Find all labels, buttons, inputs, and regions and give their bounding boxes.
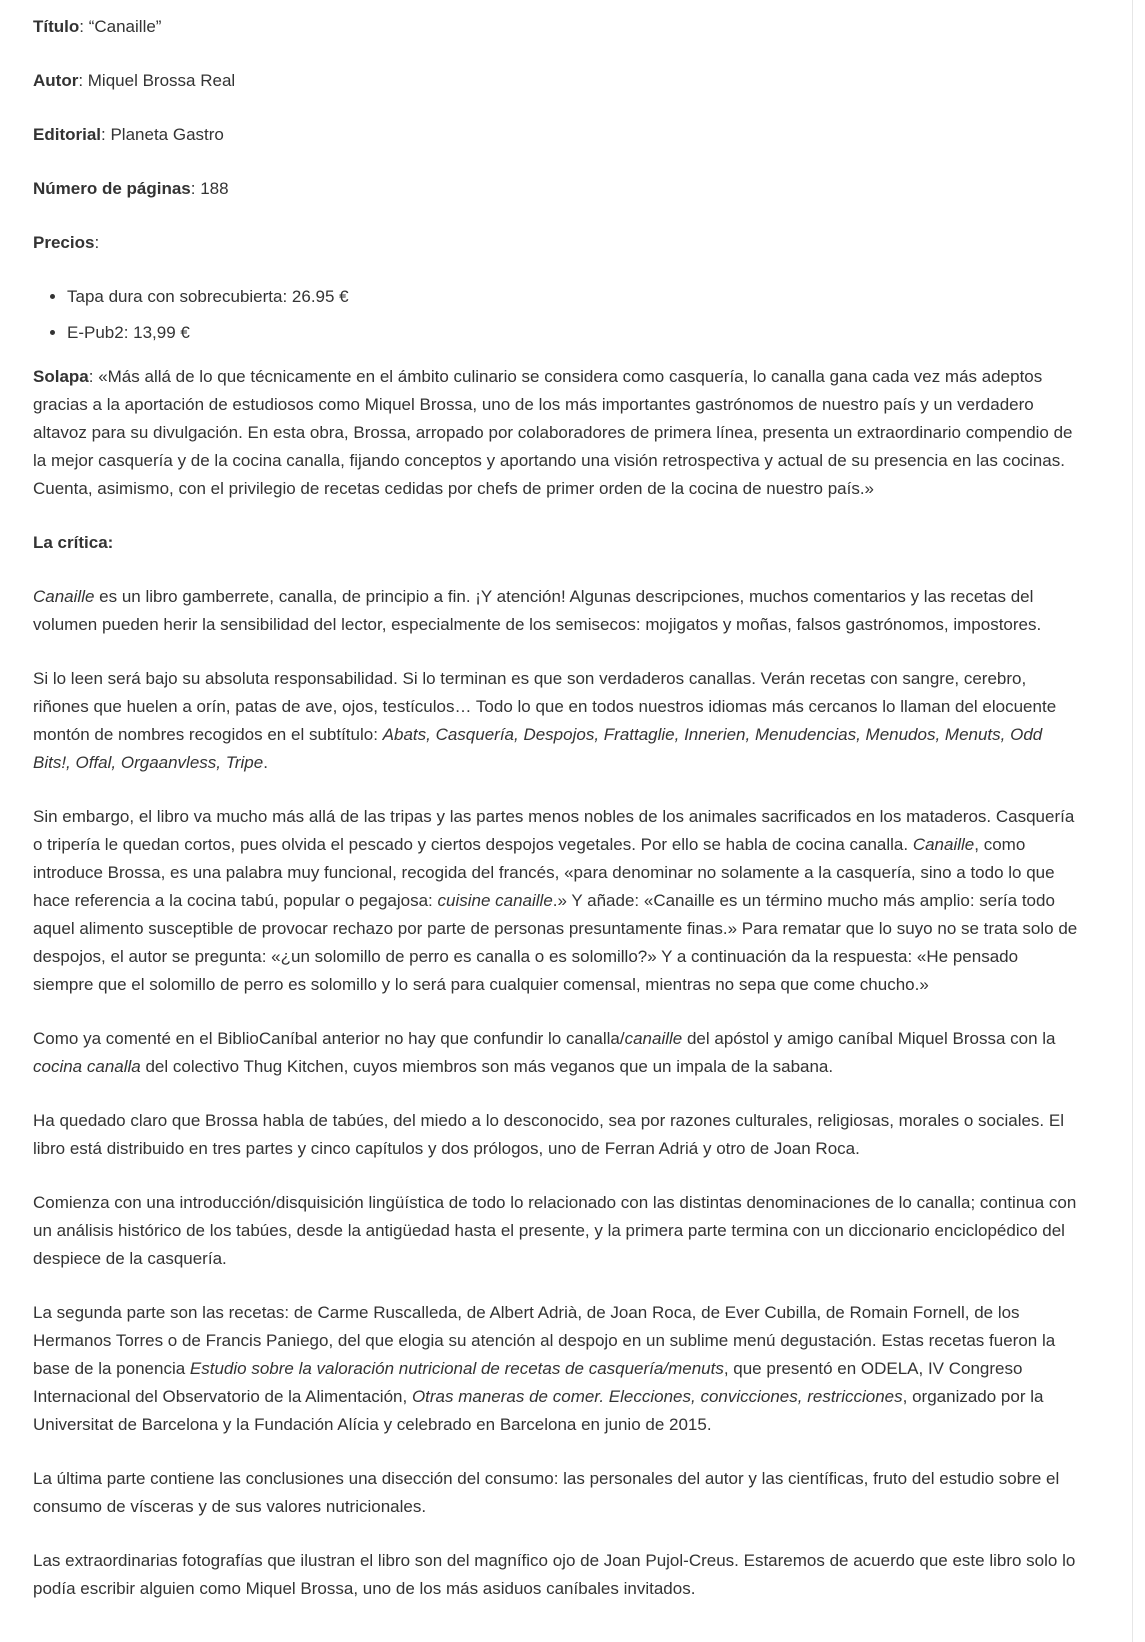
italic-title: Otras maneras de comer. Elecciones, convicciones, restricciones [411,1387,903,1406]
book-title-italic: Canaille [33,587,95,606]
pages-label: Número de páginas [33,179,191,198]
text-run: del apóstol y amigo caníbal Miquel Brossa con la [682,1029,1056,1048]
price-item-epub: • E-Pub2: 13,99 € [67,319,1078,347]
prices-list [33,283,1078,347]
pages-line [33,175,1078,203]
text-run: Como ya comenté en el BiblioCaníbal anterior no hay que confundir lo canalla/ [33,1029,625,1048]
text-run: Sin embargo, el libro va mucho más allá de las tripas y las partes menos nobles de los animales sacrificados en los mataderos. Casquería o tripería le quedan cortos, pues olvida el pescado y ciertos despojos vegetales. Por ello se habla de cocina canalla. [33,807,1075,854]
author-value: : Miquel Brossa Real [78,71,236,90]
text-run: .» Y añade: «Canaille es un término mucho más amplio: sería todo aquel alimento susceptible de provocar rechazo por parte de personas presuntamente finas.» Para rematar que lo suyo no se trata solo de despojos, el autor se pregunta: «¿un solomillo de perro es canalla o es solomillo?» Y a continuación da la respuesta: «He pensado siempre que el solomillo de perro es solomillo y lo será para cualquier comensal, mientras no sepa que come chucho.» [33,891,1078,994]
text-run: , como introduce Brossa, es una palabra muy funcional, recogida del francés, «para denominar no solamente a la casquería, sino a todo lo que hace referencia a la cocina tabú, popular o pegajosa: [33,835,1055,910]
prices-colon: : [94,233,100,252]
review-paragraph-6: Comienza con una introducción/disquisición lingüística de todo lo relacionado con las distintas denominaciones de lo canalla; continua con un análisis histórico de los tabúes, desde la antigüedad hasta el presente, y la primera parte termina con un diccionario enciclopédico del despiece de la casquería. [33,1193,1077,1268]
book-title-italic: Canaille [912,835,975,854]
italic-term: cuisine canaille [437,891,553,910]
article-body [33,13,1078,1629]
title-label: Título [33,17,80,36]
subtitle-list-italic: Abats, Casquería, Despojos, Frattaglie, Innerien, Menudencias, Menudos, Menuts, Odd Bits!, Offal, Orgaanvless, Tripe [33,725,1043,772]
text-run: , que presentó en ODELA, IV Congreso Internacional del Observatorio de la Alimentación, [33,1359,1023,1406]
blurb-label: Solapa [33,367,89,386]
review-paragraph-4 [33,1025,1078,1081]
review-paragraph-7 [33,1299,1078,1439]
review-paragraph-5: Ha quedado claro que Brossa habla de tabúes, del miedo a lo desconocido, sea por razones culturales, religiosas, morales o sociales. El libro está distribuido en tres partes y cinco capítulos y dos prólogos, uno de Ferran Adriá y otro de Joan Roca. [33,1111,1064,1158]
italic-term: canaille [624,1029,683,1048]
title-line [33,13,1078,41]
publisher-line [33,121,1078,149]
author-label: Autor [33,71,79,90]
text-run: , organizado por la Universitat de Barcelona y la Fundación Alícia y celebrado en Barcelona en junio de 2015. [33,1387,1044,1434]
review-paragraph-1 [33,583,1078,639]
italic-term: cocina canalla [33,1057,141,1076]
pages-value: : 188 [190,179,229,198]
review-paragraph-8: La última parte contiene las conclusiones una disección del consumo: las personales del autor y las científicas, fruto del estudio sobre el consumo de vísceras y de sus valores nutricionales. [33,1469,1060,1516]
italic-title: Estudio sobre la valoración nutricional de recetas de casquería/menuts [189,1359,724,1378]
text-run: es un libro gamberrete, canalla, de principio a fin. ¡Y atención! Algunas descripciones, muchos comentarios y las recetas del volumen pueden herir la sensibilidad del lector, especialmente de los semisecos: mojigatos y moñas, falsos gastrónomos, impostores. [33,587,1042,634]
title-value: : “Canaille” [79,17,162,36]
review-heading [33,529,1078,557]
text-run: del colectivo Thug Kitchen, cuyos miembros son más veganos que un impala de la sabana. [140,1057,834,1076]
price-item-hardcover: • Tapa dura con sobrecubierta: 26.95 € [67,283,1078,311]
author-line [33,67,1078,95]
page-scrollbar[interactable] [1132,0,1145,1642]
text-run: La segunda parte son las recetas: de Carme Ruscalleda, de Albert Adrià, de Joan Roca, de Ever Cubilla, de Romain Fornell, de los Hermanos Torres o de Francis Paniego, del que elogia su atención al despojo en un sublime menú degustación. Estas recetas fueron la base de la ponencia [33,1303,1056,1378]
blurb-text: : «Más allá de lo que técnicamente en el ámbito culinario se considera como casquería, lo canalla gana cada vez más adeptos gracias a la aportación de estudiosos como Miquel Brossa, uno de los más importantes gastrónomos de nuestro país y un verdadero altavoz para su divulgación. En esta obra, Brossa, arropado por colaboradores de primera línea, presenta un extraordinario compendio de la mejor casquería y de la cocina canalla, fijando conceptos y aportando una visión retrospectiva y actual de su presencia en las cocinas. Cuenta, asimismo, con el privilegio de recetas cedidas por chefs de primer orden de la cocina de nuestro país.» [33,367,1073,498]
review-heading-text: La crítica: [33,533,114,552]
prices-label: Precios [33,233,95,252]
blurb-paragraph [33,363,1078,503]
text-run: . [263,753,268,772]
review-paragraph-3 [33,803,1078,999]
prices-line [33,229,1078,257]
publisher-label: Editorial [33,125,102,144]
text-run: Si lo leen será bajo su absoluta responsabilidad. Si lo terminan es que son verdaderos canallas. Verán recetas con sangre, cerebro, riñones que huelen a orín, patas de ave, ojos, testículos… Todo lo que en todos nuestros idiomas más cercanos lo llaman del elocuente montón de nombres recogidos en el subtítulo: [33,669,1057,744]
review-paragraph-9: Las extraordinarias fotografías que ilustran el libro son del magnífico ojo de Joan Pujol-Creus. Estaremos de acuerdo que este libro solo lo podía escribir alguien como Miquel Brossa, uno de los más asiduos caníbales invitados. [33,1551,1076,1598]
publisher-value: : Planeta Gastro [101,125,224,144]
review-paragraph-2 [33,665,1078,777]
